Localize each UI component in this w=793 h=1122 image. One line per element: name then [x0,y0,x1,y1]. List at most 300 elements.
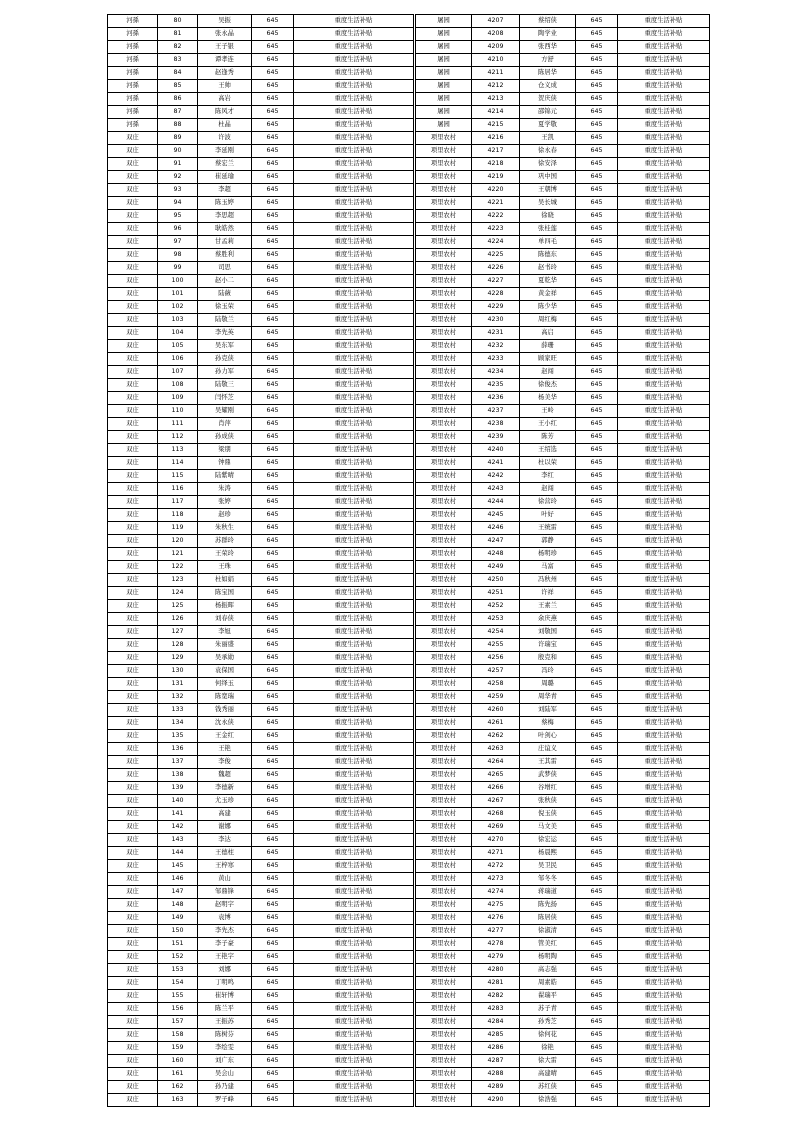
subsidy-type-cell: 重度生活补贴 [618,1081,710,1094]
amount-cell: 645 [576,1042,618,1055]
subsidy-type-cell: 重度生活补贴 [294,405,414,418]
village-cell: 项里农村 [416,1068,472,1081]
right-table-body [416,15,710,1107]
serial-number-cell: 94 [158,197,198,210]
name-cell: 袁保国 [198,665,252,678]
table-row [108,951,414,964]
table-row [416,366,710,379]
name-cell: 顾家旺 [520,353,576,366]
village-cell: 项里农村 [416,1003,472,1016]
name-cell: 赵明字 [198,899,252,912]
subsidy-type-cell: 重度生活补贴 [618,210,710,223]
table-row [108,145,414,158]
serial-number-cell: 4260 [472,704,520,717]
amount-cell: 645 [576,158,618,171]
amount-cell: 645 [252,769,294,782]
subsidy-type-cell: 重度生活补贴 [294,483,414,496]
amount-cell: 645 [252,951,294,964]
village-cell: 河孫 [108,106,158,119]
subsidy-type-cell: 重度生活补贴 [294,782,414,795]
amount-cell: 645 [576,821,618,834]
subsidy-type-cell: 重度生活补贴 [618,652,710,665]
village-cell: 双庄 [108,704,158,717]
name-cell: 徐永春 [520,145,576,158]
subsidy-type-cell: 重度生活补贴 [294,353,414,366]
table-row [108,1042,414,1055]
village-cell: 项里农村 [416,561,472,574]
serial-number-cell: 89 [158,132,198,145]
table-row [416,314,710,327]
serial-number-cell: 4271 [472,847,520,860]
amount-cell: 645 [252,457,294,470]
village-cell: 双庄 [108,743,158,756]
subsidy-type-cell: 重度生活补贴 [618,587,710,600]
village-cell: 项里农村 [416,990,472,1003]
table-row [416,899,710,912]
name-cell: 许祥 [520,587,576,600]
amount-cell: 645 [252,964,294,977]
amount-cell: 645 [252,730,294,743]
amount-cell: 645 [252,262,294,275]
name-cell: 李思超 [198,210,252,223]
name-cell: 苏红侠 [520,1081,576,1094]
subsidy-type-cell: 重度生活补贴 [618,288,710,301]
serial-number-cell: 4286 [472,1042,520,1055]
amount-cell: 645 [576,275,618,288]
subsidy-type-cell: 重度生活补贴 [618,977,710,990]
subsidy-type-cell: 重度生活补贴 [294,392,414,405]
name-cell: 武梦侠 [520,769,576,782]
name-cell: 丁明鸣 [198,977,252,990]
village-cell: 项里农村 [416,470,472,483]
subsidy-type-cell: 重度生活补贴 [294,418,414,431]
table-row [108,1068,414,1081]
name-cell: 王帅 [198,80,252,93]
village-cell: 项里农村 [416,145,472,158]
serial-number-cell: 86 [158,93,198,106]
table-row [108,405,414,418]
serial-number-cell: 151 [158,938,198,951]
table-row [108,457,414,470]
serial-number-cell: 84 [158,67,198,80]
village-cell: 项里农村 [416,704,472,717]
amount-cell: 645 [576,288,618,301]
amount-cell: 645 [576,145,618,158]
amount-cell: 645 [576,1094,618,1107]
table-row [108,808,414,821]
amount-cell: 645 [252,600,294,613]
serial-number-cell: 156 [158,1003,198,1016]
serial-number-cell: 135 [158,730,198,743]
name-cell: 陆敬三 [198,379,252,392]
serial-number-cell: 109 [158,392,198,405]
subsidy-type-cell: 重度生活补贴 [294,535,414,548]
table-row [108,431,414,444]
subsidy-type-cell: 重度生活补贴 [618,171,710,184]
name-cell: 魏超 [198,769,252,782]
subsidy-type-cell: 重度生活补贴 [294,171,414,184]
serial-number-cell: 93 [158,184,198,197]
village-cell: 双庄 [108,626,158,639]
amount-cell: 645 [576,561,618,574]
village-cell: 双庄 [108,470,158,483]
subsidy-type-cell: 重度生活补贴 [618,418,710,431]
serial-number-cell: 4254 [472,626,520,639]
subsidy-type-cell: 重度生活补贴 [294,678,414,691]
serial-number-cell: 115 [158,470,198,483]
serial-number-cell: 159 [158,1042,198,1055]
amount-cell: 645 [576,990,618,1003]
name-cell: 孙力军 [198,366,252,379]
subsidy-type-cell: 重度生活补贴 [294,249,414,262]
subsidy-type-cell: 重度生活补贴 [618,15,710,28]
name-cell: 李达 [198,834,252,847]
amount-cell: 645 [576,353,618,366]
serial-number-cell: 96 [158,223,198,236]
table-row [416,431,710,444]
name-cell: 高建 [198,808,252,821]
name-cell: 谢娜 [198,821,252,834]
village-cell: 河孫 [108,80,158,93]
name-cell: 高建晴 [520,1068,576,1081]
table-row [108,665,414,678]
subsidy-type-cell: 重度生活补贴 [618,28,710,41]
name-cell: 夏学敬 [520,119,576,132]
serial-number-cell: 4252 [472,600,520,613]
serial-number-cell: 153 [158,964,198,977]
table-row [108,327,414,340]
village-cell: 双庄 [108,717,158,730]
name-cell: 孙秀芝 [520,1016,576,1029]
subsidy-type-cell: 重度生活补贴 [618,912,710,925]
table-row [416,457,710,470]
village-cell: 项里农村 [416,678,472,691]
name-cell: 朱涛 [198,483,252,496]
subsidy-type-cell: 重度生活补贴 [294,730,414,743]
left-table-body [108,15,414,1107]
name-cell: 孙克侠 [198,353,252,366]
village-cell: 双庄 [108,327,158,340]
subsidy-type-cell: 重度生活补贴 [618,67,710,80]
amount-cell: 645 [252,1068,294,1081]
name-cell: 王岭 [520,405,576,418]
name-cell: 王绍选 [520,444,576,457]
subsidy-type-cell: 重度生活补贴 [618,119,710,132]
table-row [108,119,414,132]
name-cell: 周红梅 [520,314,576,327]
serial-number-cell: 83 [158,54,198,67]
name-cell: 袁博 [198,912,252,925]
name-cell: 李德新 [198,782,252,795]
serial-number-cell: 4241 [472,457,520,470]
subsidy-type-cell: 重度生活补贴 [618,184,710,197]
amount-cell: 645 [576,496,618,509]
name-cell: 冯秋州 [520,574,576,587]
village-cell: 项里农村 [416,860,472,873]
village-cell: 双庄 [108,886,158,899]
village-cell: 项里农村 [416,574,472,587]
name-cell: 赵小二 [198,275,252,288]
village-cell: 项里农村 [416,236,472,249]
subsidy-type-cell: 重度生活补贴 [618,561,710,574]
serial-number-cell: 4218 [472,158,520,171]
name-cell: 孙乃建 [198,1081,252,1094]
subsidy-type-cell: 重度生活补贴 [294,93,414,106]
name-cell: 管美红 [520,938,576,951]
amount-cell: 645 [576,301,618,314]
village-cell: 项里农村 [416,938,472,951]
table-row [108,288,414,301]
amount-cell: 645 [252,132,294,145]
village-cell: 双庄 [108,587,158,600]
serial-number-cell: 4209 [472,41,520,54]
village-cell: 项里农村 [416,379,472,392]
serial-number-cell: 162 [158,1081,198,1094]
table-row [108,756,414,769]
serial-number-cell: 4288 [472,1068,520,1081]
amount-cell: 645 [252,158,294,171]
subsidy-type-cell: 重度生活补贴 [618,1068,710,1081]
subsidy-type-cell: 重度生活补贴 [618,106,710,119]
subsidy-type-cell: 重度生活补贴 [294,522,414,535]
name-cell: 李先杰 [198,925,252,938]
name-cell: 杨明陶 [520,951,576,964]
name-cell: 冯玲 [520,665,576,678]
serial-number-cell: 98 [158,249,198,262]
subsidy-type-cell: 重度生活补贴 [294,158,414,171]
serial-number-cell: 105 [158,340,198,353]
serial-number-cell: 4282 [472,990,520,1003]
table-row [108,470,414,483]
serial-number-cell: 4231 [472,327,520,340]
amount-cell: 645 [252,938,294,951]
amount-cell: 645 [252,470,294,483]
village-cell: 双庄 [108,821,158,834]
table-row [108,93,414,106]
serial-number-cell: 149 [158,912,198,925]
subsidy-type-cell: 重度生活补贴 [294,119,414,132]
amount-cell: 645 [576,457,618,470]
name-cell: 吴会山 [198,1068,252,1081]
name-cell: 李子豪 [198,938,252,951]
subsidy-type-cell: 重度生活补贴 [618,1016,710,1029]
village-cell: 双庄 [108,171,158,184]
serial-number-cell: 101 [158,288,198,301]
village-cell: 双庄 [108,730,158,743]
subsidy-type-cell: 重度生活补贴 [618,769,710,782]
subsidy-type-cell: 重度生活补贴 [294,1094,414,1107]
name-cell: 王荣玲 [198,548,252,561]
table-row [108,834,414,847]
table-row [108,379,414,392]
village-cell: 河孫 [108,67,158,80]
village-cell: 项里农村 [416,418,472,431]
subsidy-type-cell: 重度生活补贴 [294,587,414,600]
subsidy-type-cell: 重度生活补贴 [294,1081,414,1094]
amount-cell: 645 [252,54,294,67]
table-row [108,1081,414,1094]
table-row [108,860,414,873]
name-cell: 方舒 [520,54,576,67]
table-row [108,743,414,756]
subsidy-type-cell: 重度生活补贴 [294,808,414,821]
serial-number-cell: 4251 [472,587,520,600]
village-cell: 项里农村 [416,977,472,990]
serial-number-cell: 4219 [472,171,520,184]
name-cell: 周华青 [520,691,576,704]
serial-number-cell: 87 [158,106,198,119]
subsidy-type-cell: 重度生活补贴 [294,561,414,574]
subsidy-type-cell: 重度生活补贴 [294,327,414,340]
serial-number-cell: 4243 [472,483,520,496]
amount-cell: 645 [576,28,618,41]
table-row [416,847,710,860]
village-cell: 河孫 [108,41,158,54]
table-row [416,535,710,548]
village-cell: 双庄 [108,847,158,860]
name-cell: 陈居华 [520,67,576,80]
amount-cell: 645 [576,54,618,67]
amount-cell: 645 [576,106,618,119]
village-cell: 屠园 [416,15,472,28]
subsidy-type-cell: 重度生活补贴 [294,691,414,704]
serial-number-cell: 4207 [472,15,520,28]
name-cell: 杨振晖 [198,600,252,613]
table-row [416,756,710,769]
village-cell: 项里农村 [416,743,472,756]
table-row [108,353,414,366]
subsidy-type-cell: 重度生活补贴 [294,938,414,951]
subsidy-type-cell: 重度生活补贴 [294,639,414,652]
serial-number-cell: 4210 [472,54,520,67]
village-cell: 双庄 [108,1042,158,1055]
subsidy-type-cell: 重度生活补贴 [294,236,414,249]
table-row [416,743,710,756]
amount-cell: 645 [576,938,618,951]
serial-number-cell: 131 [158,678,198,691]
village-cell: 双庄 [108,1029,158,1042]
serial-number-cell: 85 [158,80,198,93]
subsidy-type-cell: 重度生活补贴 [618,834,710,847]
village-cell: 双庄 [108,574,158,587]
village-cell: 项里农村 [416,834,472,847]
table-row [416,223,710,236]
serial-number-cell: 4208 [472,28,520,41]
name-cell: 陈居侠 [520,912,576,925]
amount-cell: 645 [252,743,294,756]
table-row [108,626,414,639]
name-cell: 王艳 [198,743,252,756]
amount-cell: 645 [576,93,618,106]
table-row [416,158,710,171]
table-row [416,977,710,990]
subsidy-type-cell: 重度生活补贴 [618,197,710,210]
serial-number-cell: 103 [158,314,198,327]
amount-cell: 645 [252,236,294,249]
subsidy-type-cell: 重度生活补贴 [618,730,710,743]
name-cell: 陈兰平 [198,1003,252,1016]
name-cell: 王振苏 [198,1016,252,1029]
subsidy-type-cell: 重度生活补贴 [294,509,414,522]
subsidy-type-cell: 重度生活补贴 [618,899,710,912]
name-cell: 刘春侠 [198,613,252,626]
name-cell: 陈玉婷 [198,197,252,210]
name-cell: 李旭 [198,626,252,639]
subsidy-type-cell: 重度生活补贴 [294,912,414,925]
name-cell: 黄山 [198,873,252,886]
subsidy-type-cell: 重度生活补贴 [294,1055,414,1068]
serial-number-cell: 104 [158,327,198,340]
name-cell: 王子银 [198,41,252,54]
serial-number-cell: 150 [158,925,198,938]
serial-number-cell: 4229 [472,301,520,314]
name-cell: 陈德东 [520,249,576,262]
table-row [416,496,710,509]
village-cell: 双庄 [108,457,158,470]
serial-number-cell: 4280 [472,964,520,977]
village-cell: 双庄 [108,249,158,262]
village-cell: 项里农村 [416,665,472,678]
serial-number-cell: 123 [158,574,198,587]
subsidy-type-cell: 重度生活补贴 [618,1042,710,1055]
subsidy-type-cell: 重度生活补贴 [294,379,414,392]
village-cell: 项里农村 [416,288,472,301]
village-cell: 项里农村 [416,717,472,730]
table-row [416,990,710,1003]
table-row [416,730,710,743]
serial-number-cell: 4215 [472,119,520,132]
table-row [416,80,710,93]
serial-number-cell: 130 [158,665,198,678]
table-row [416,353,710,366]
village-cell: 双庄 [108,769,158,782]
serial-number-cell: 4249 [472,561,520,574]
village-cell: 项里农村 [416,652,472,665]
table-row [416,574,710,587]
amount-cell: 645 [252,145,294,158]
table-row [416,470,710,483]
serial-number-cell: 4290 [472,1094,520,1107]
serial-number-cell: 4240 [472,444,520,457]
table-row [416,236,710,249]
serial-number-cell: 138 [158,769,198,782]
name-cell: 梁朋 [198,444,252,457]
amount-cell: 645 [576,951,618,964]
village-cell: 双庄 [108,977,158,990]
amount-cell: 645 [252,1094,294,1107]
subsidy-type-cell: 重度生活补贴 [294,184,414,197]
amount-cell: 645 [576,782,618,795]
name-cell: 周素皓 [520,977,576,990]
village-cell: 双庄 [108,691,158,704]
table-row [108,717,414,730]
table-row [108,964,414,977]
subsidy-type-cell: 重度生活补贴 [294,67,414,80]
village-cell: 项里农村 [416,535,472,548]
subsidy-type-cell: 重度生活补贴 [618,457,710,470]
amount-cell: 645 [252,548,294,561]
name-cell: 王其雷 [520,756,576,769]
table-row [108,132,414,145]
subsidy-type-cell: 重度生活补贴 [618,54,710,67]
table-row [416,327,710,340]
subsidy-type-cell: 重度生活补贴 [618,678,710,691]
name-cell: 甘孟莉 [198,236,252,249]
serial-number-cell: 4248 [472,548,520,561]
village-cell: 项里农村 [416,184,472,197]
amount-cell: 645 [252,626,294,639]
amount-cell: 645 [252,210,294,223]
